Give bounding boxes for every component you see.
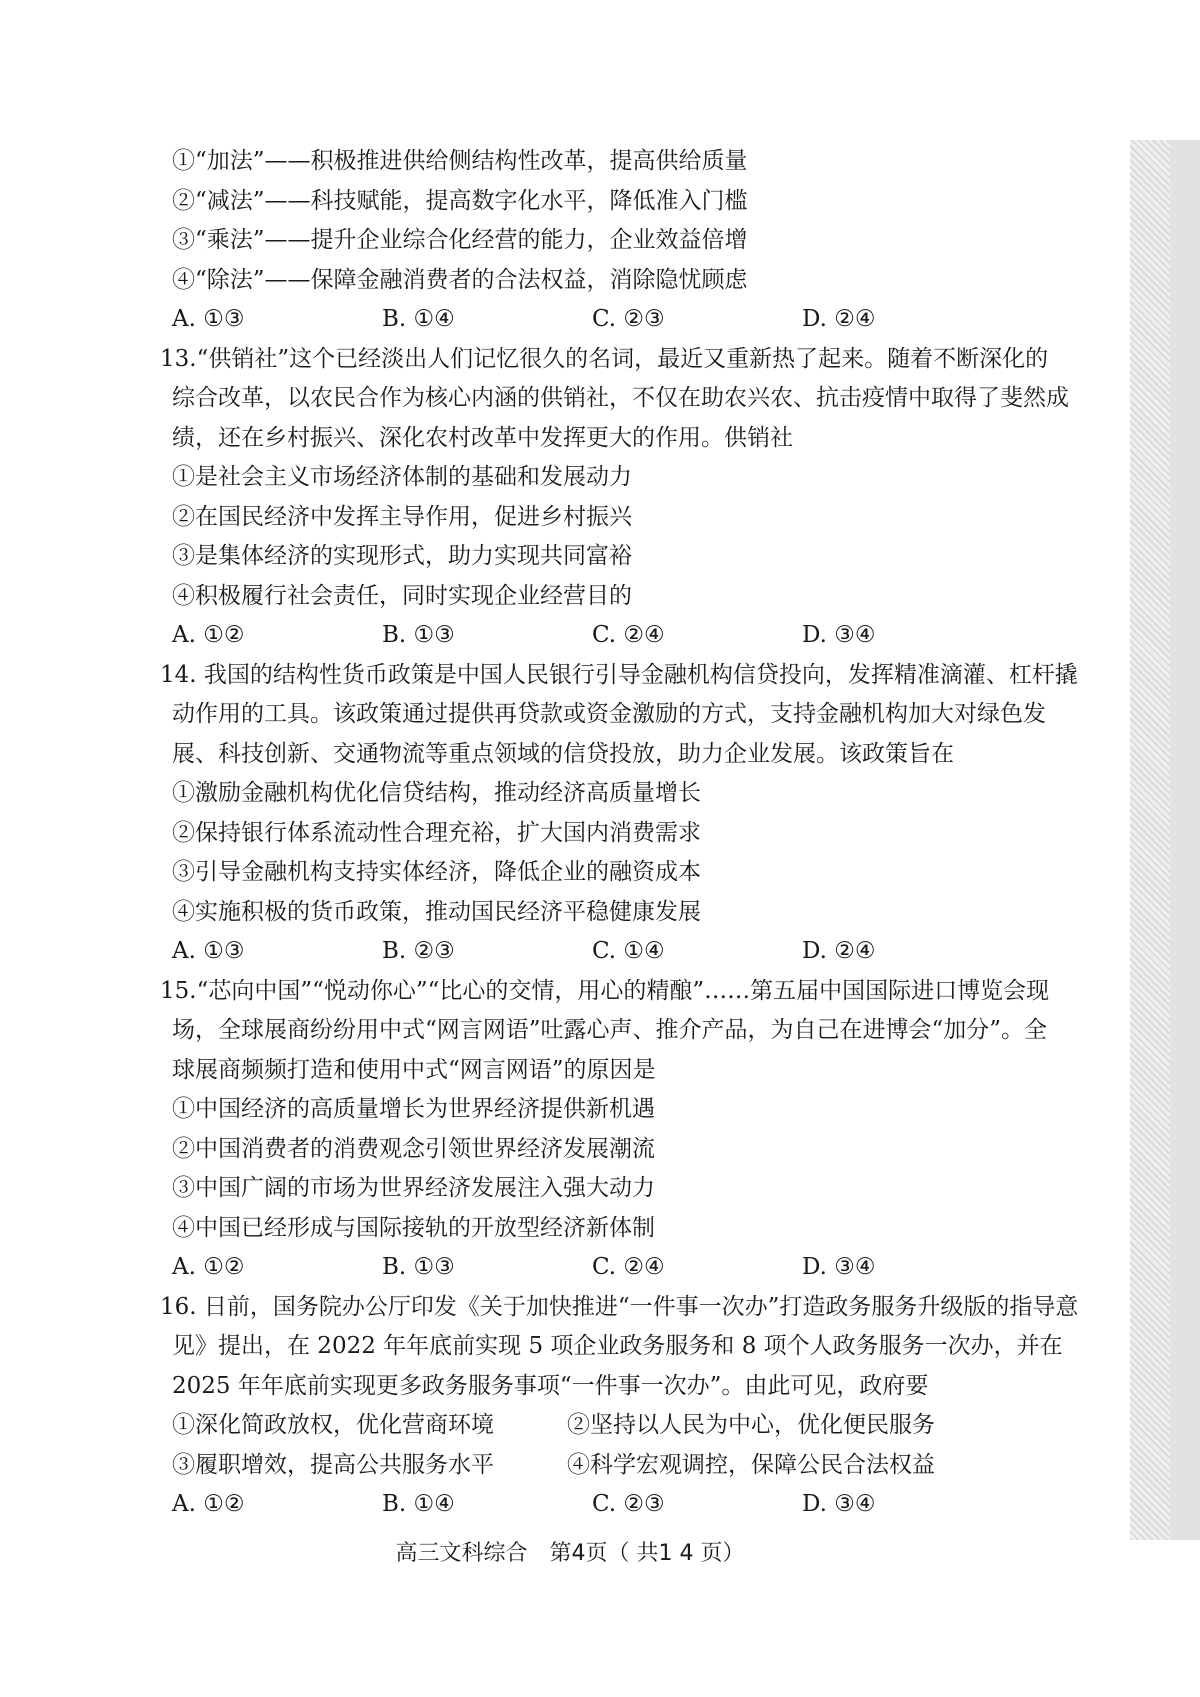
option-line: ①中国经济的高质量增长为世界经济提供新机遇: [172, 1096, 655, 1122]
choice-b[interactable]: B. ①④: [382, 306, 455, 332]
option-line: ④中国已经形成与国际接轨的开放型经济新体制: [172, 1214, 655, 1241]
option-line: ④“除法”——保障金融消费者的合法权益，消除隐忧顾虑: [172, 266, 748, 293]
question-15: [160, 972, 1072, 1091]
answer-choices: [172, 932, 1072, 972]
option-line: ③中国广阔的市场为世界经济发展注入强大动力: [172, 1175, 655, 1201]
question-stem-line: 绩，还在乡村振兴、深化农村改革中发挥更大的作用。供销社: [172, 424, 793, 451]
answer-choices: [172, 616, 1072, 656]
question-stem-line: 综合改革，以农民合作为核心内涵的供销社，不仅在助农兴农、抗击疫情中取得了斐然成: [172, 385, 1069, 411]
choice-d[interactable]: D. ②④: [802, 938, 876, 964]
choice-c[interactable]: C. ②④: [592, 1254, 665, 1280]
answer-choices: [172, 300, 1072, 340]
exam-page-content: [160, 142, 1079, 1525]
answer-choices: [172, 1248, 1072, 1288]
question-stem-line: 场，全球展商纷纷用中式“网言网语”吐露心声、推介产品，为自己在进博会“加分”。全: [172, 1017, 1048, 1043]
question-13-options: [172, 458, 1072, 656]
choice-d[interactable]: D. ③④: [802, 1254, 876, 1280]
question-12-options: [172, 142, 1072, 340]
option-line: ②在国民经济中发挥主导作用，促进乡村振兴: [172, 503, 632, 530]
choice-c[interactable]: C. ②③: [592, 1491, 665, 1517]
choice-b[interactable]: B. ①③: [382, 1254, 455, 1280]
question-stem-line: 2025 年年底前实现更多政务服务事项“一件事一次办”。由此可见，政府要: [172, 1372, 929, 1399]
answer-choices: [172, 1485, 1072, 1525]
question-stem-line: 球展商频频打造和使用中式“网言网语”的原因是: [172, 1056, 656, 1083]
option-row: [172, 1446, 1072, 1486]
choice-b[interactable]: B. ②③: [382, 938, 455, 964]
question-stem-line: 16. 日前，国务院办公厅印发《关于加快推进“一件事一次办”打造政务服务升级版的指导意: [160, 1293, 1079, 1320]
option-line: ②中国消费者的消费观念引领世界经济发展潮流: [172, 1135, 655, 1162]
choice-d[interactable]: D. ③④: [802, 1491, 876, 1517]
question-stem-line: 见》提出，在 2022 年年底前实现 5 项企业政务服务和 8 项个人政务服务一次办，并在: [172, 1333, 1063, 1359]
option-line: ③引导金融机构支持实体经济，降低企业的融资成本: [172, 859, 701, 885]
choice-a[interactable]: A. ①③: [172, 306, 245, 332]
choice-a[interactable]: A. ①③: [172, 938, 245, 964]
question-stem-line: 13.“供销社”这个已经淡出人们记忆很久的名词，最近又重新热了起来。随着不断深化的: [160, 345, 1049, 372]
question-14-options: [172, 774, 1072, 972]
choice-a[interactable]: A. ①②: [172, 622, 245, 648]
option-line: ②坚持以人民为中心，优化便民服务: [567, 1412, 935, 1438]
question-stem-line: 动作用的工具。该政策通过提供再贷款或资金激励的方式，支持金融机构加大对绿色发: [172, 701, 1046, 727]
option-line: ②“减法”——科技赋能，提高数字化水平，降低准入门槛: [172, 187, 748, 214]
question-14: [160, 656, 1078, 775]
option-line: ①深化简政放权，优化营商环境: [172, 1412, 494, 1438]
choice-b[interactable]: B. ①③: [382, 622, 455, 648]
choice-c[interactable]: C. ②③: [592, 306, 665, 332]
question-stem-line: 14. 我国的结构性货币政策是中国人民银行引导金融机构信贷投向，发挥精准滴灌、杠杆撬: [160, 661, 1078, 688]
option-row: [172, 1406, 1072, 1446]
question-16-options: [172, 1406, 1072, 1525]
option-line: ①“加法”——积极推进供给侧结构性改革，提高供给质量: [172, 148, 748, 174]
choice-d[interactable]: D. ②④: [802, 306, 876, 332]
option-line: ①激励金融机构优化信贷结构，推动经济高质量增长: [172, 780, 701, 806]
option-line: ②保持银行体系流动性合理充裕，扩大国内消费需求: [172, 819, 701, 846]
choice-c[interactable]: C. ②④: [592, 622, 665, 648]
option-line: ④实施积极的货币政策，推动国民经济平稳健康发展: [172, 898, 701, 925]
choice-a[interactable]: A. ①②: [172, 1254, 245, 1280]
page-footer: 高三文科综合 第4页（ 共1 4 页）: [395, 1541, 745, 1566]
question-stem-line: 展、科技创新、交通物流等重点领域的信贷投放，助力企业发展。该政策旨在: [172, 740, 954, 767]
option-line: ③“乘法”——提升企业综合化经营的能力，企业效益倍增: [172, 227, 748, 253]
question-15-options: [172, 1090, 1072, 1288]
option-line: ①是社会主义市场经济体制的基础和发展动力: [172, 464, 632, 490]
question-16: [160, 1288, 1079, 1407]
option-line: ③履职增效，提高公共服务水平: [172, 1451, 494, 1478]
option-line: ④科学宏观调控，保障公民合法权益: [567, 1451, 935, 1478]
choice-d[interactable]: D. ③④: [802, 622, 876, 648]
choice-c[interactable]: C. ①④: [592, 938, 665, 964]
option-line: ③是集体经济的实现形式，助力实现共同富裕: [172, 543, 632, 569]
choice-a[interactable]: A. ①②: [172, 1491, 245, 1517]
scan-edge-shadow-inner: [1170, 140, 1200, 1540]
choice-b[interactable]: B. ①④: [382, 1491, 455, 1517]
question-13: [160, 340, 1072, 459]
question-stem-line: 15.“芯向中国”“悦动你心”“比心的交情，用心的精酿”……第五届中国国际进口博览会现: [160, 977, 1050, 1004]
option-line: ④积极履行社会责任，同时实现企业经营目的: [172, 582, 632, 609]
